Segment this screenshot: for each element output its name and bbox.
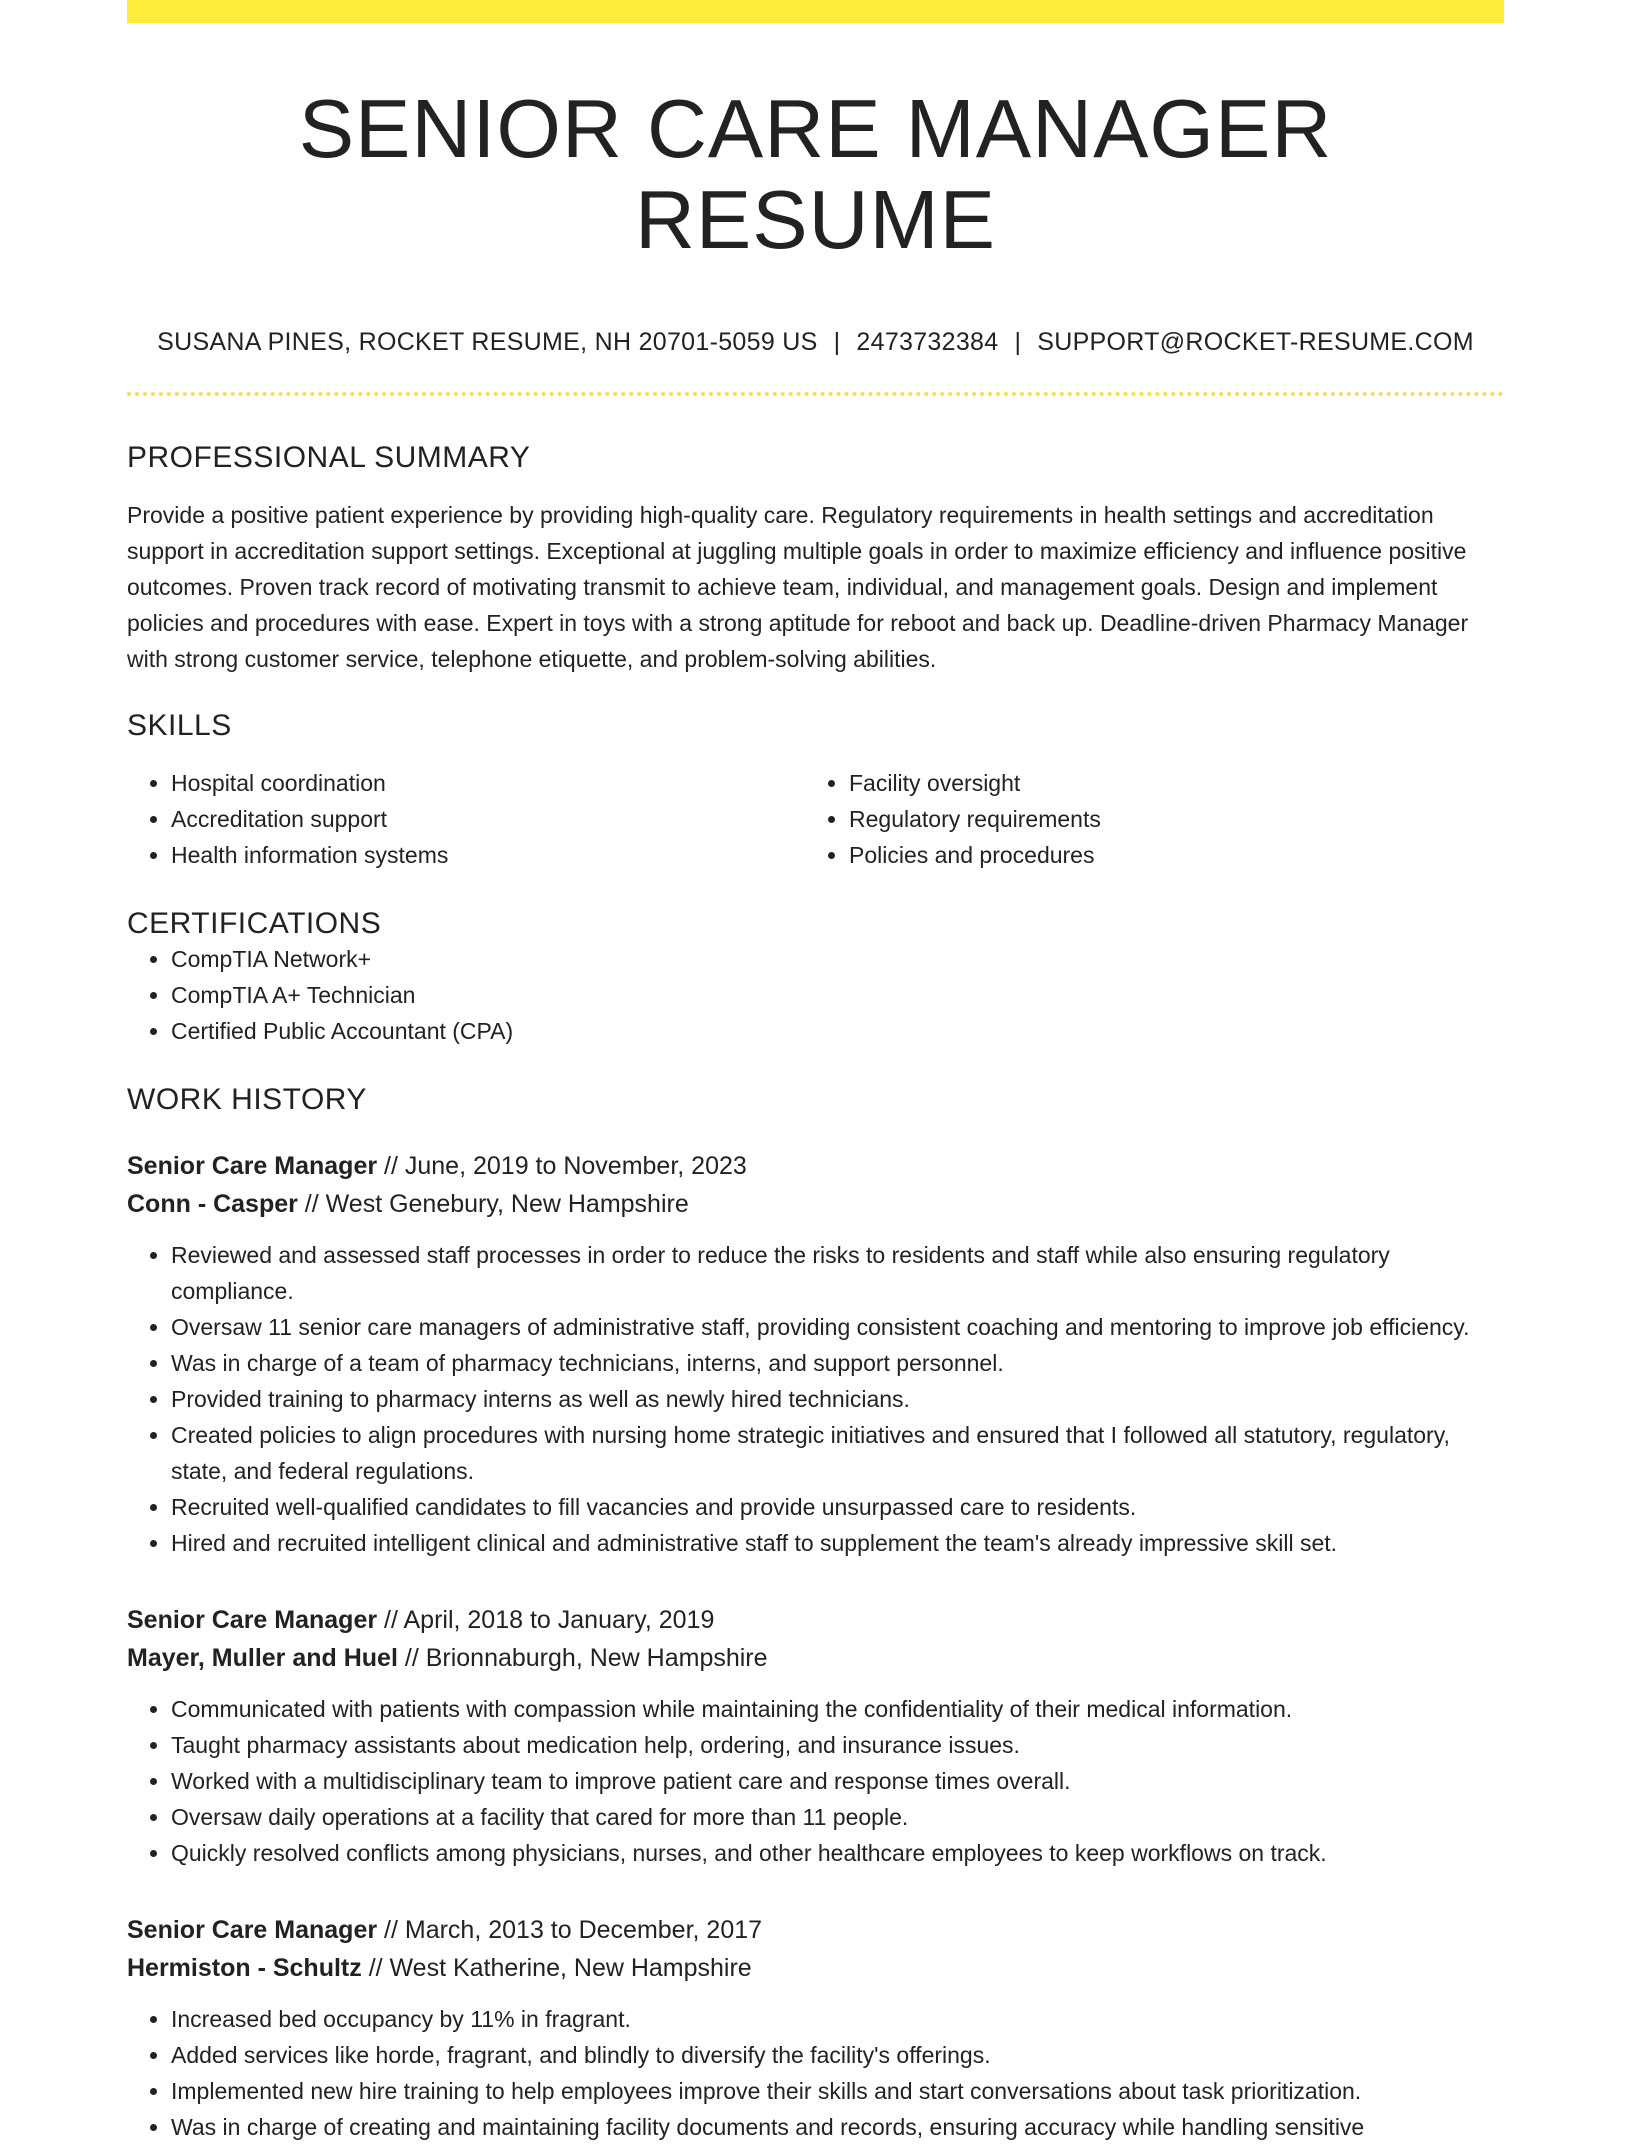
job-bullets xyxy=(127,1237,1504,1561)
job-entry xyxy=(127,1601,1504,1871)
job-title: Senior Care Manager xyxy=(127,1915,378,1944)
job-company: Conn - Casper xyxy=(127,1189,298,1218)
job-dates: // April, 2018 to January, 2019 xyxy=(377,1605,715,1634)
job-bullets xyxy=(127,2001,1504,2145)
certifications-heading: CERTIFICATIONS xyxy=(127,906,382,940)
summary-text: Provide a positive patient experience by providing high-quality care. Regulatory requirements in health settings and accreditation support in accreditation support settings. Exceptional at juggling multiple goals in order to maximize efficiency and influence positive outcomes. Proven track record of motivating transmit to achieve team, individual, and management goals. Design and implement policies and procedures with ease. Expert in toys with a strong aptitude for reboot and back up. Deadline-driven Pharmacy Manager with strong customer service, telephone etiquette, and problem-solving abilities. xyxy=(127,501,1469,672)
skill-item: • Facility oversight xyxy=(849,765,1483,801)
job-dates: // June, 2019 to November, 2023 xyxy=(377,1151,747,1180)
contact-address: SUSANA PINES, ROCKET RESUME, NH 20701-5059 US xyxy=(157,327,818,356)
job-entry xyxy=(127,1911,1504,2145)
job-bullet: • Worked with a multidisciplinary team to improve patient care and response times overall. xyxy=(171,1763,1504,1799)
job-location: // West Genebury, New Hampshire xyxy=(297,1189,689,1218)
skills-list xyxy=(127,765,1504,873)
skill-item: • Regulatory requirements xyxy=(849,801,1483,837)
contact-separator: | xyxy=(1014,327,1022,356)
job-bullet: • Quickly resolved conflicts among physicians, nurses, and other healthcare employees to keep workflows on track. xyxy=(171,1835,1504,1871)
job-location: // Brionnaburgh, New Hampshire xyxy=(397,1643,768,1672)
certification-item: • Certified Public Accountant (CPA) xyxy=(171,1013,1504,1049)
job-title-line xyxy=(127,1147,1504,1185)
job-entry xyxy=(127,1147,1504,1561)
job-bullets xyxy=(127,1691,1504,1871)
job-company-line xyxy=(127,1639,1504,1677)
work-history-heading: WORK HISTORY xyxy=(127,1082,367,1116)
skills-heading: SKILLS xyxy=(127,708,232,742)
job-dates: // March, 2013 to December, 2017 xyxy=(377,1915,763,1944)
job-bullet: • Increased bed occupancy by 11% in fragrant. xyxy=(171,2001,1504,2037)
job-bullet: • Communicated with patients with compassion while maintaining the confidentiality of their medical information. xyxy=(171,1691,1504,1727)
job-company: Hermiston - Schultz xyxy=(127,1953,362,1982)
job-title-line xyxy=(127,1601,1504,1639)
job-title: Senior Care Manager xyxy=(127,1151,378,1180)
resume-title: SENIOR CARE MANAGER RESUME xyxy=(298,82,1333,267)
job-bullet: • Recruited well-qualified candidates to fill vacancies and provide unsurpassed care to residents. xyxy=(171,1489,1504,1525)
job-bullet: • Provided training to pharmacy interns as well as newly hired technicians. xyxy=(171,1381,1504,1417)
contact-phone: 2473732384 xyxy=(856,327,999,356)
certification-item: • CompTIA Network+ xyxy=(171,941,1504,977)
job-title: Senior Care Manager xyxy=(127,1605,378,1634)
job-bullet: • Oversaw daily operations at a facility that cared for more than 11 people. xyxy=(171,1799,1504,1835)
skill-item: • Health information systems xyxy=(171,837,805,873)
job-bullet: • Reviewed and assessed staff processes in order to reduce the risks to residents and staff while also ensuring regulatory compliance. xyxy=(171,1237,1504,1309)
contact-email: SUPPORT@ROCKET-RESUME.COM xyxy=(1037,327,1474,356)
job-company: Mayer, Muller and Huel xyxy=(127,1643,398,1672)
job-bullet: • Hired and recruited intelligent clinical and administrative staff to supplement the team's already impressive skill set. xyxy=(171,1525,1504,1561)
job-bullet: • Was in charge of a team of pharmacy technicians, interns, and support personnel. xyxy=(171,1345,1504,1381)
contact-separator: | xyxy=(833,327,841,356)
job-bullet: • Implemented new hire training to help employees improve their skills and start conversations about task prioritization. xyxy=(171,2073,1504,2109)
contact-line xyxy=(127,328,1504,357)
certification-item: • CompTIA A+ Technician xyxy=(171,977,1504,1013)
job-company-line xyxy=(127,1949,1504,1987)
resume-page xyxy=(127,0,1504,2145)
skill-item: • Policies and procedures xyxy=(849,837,1483,873)
job-bullet: • Oversaw 11 senior care managers of administrative staff, providing consistent coaching and mentoring to improve job efficiency. xyxy=(171,1309,1504,1345)
job-location: // West Katherine, New Hampshire xyxy=(361,1953,752,1982)
skills-column-right xyxy=(805,765,1483,873)
summary-heading: PROFESSIONAL SUMMARY xyxy=(127,440,531,474)
job-title-line xyxy=(127,1911,1504,1949)
skill-item: • Accreditation support xyxy=(171,801,805,837)
job-bullet: • Added services like horde, fragrant, and blindly to diversify the facility's offerings. xyxy=(171,2037,1504,2073)
job-company-line xyxy=(127,1185,1504,1223)
skills-column-left xyxy=(127,765,805,873)
job-bullet: • Was in charge of creating and maintaining facility documents and records, ensuring accuracy while handling sensitive xyxy=(171,2109,1504,2145)
dotted-divider xyxy=(127,392,1504,396)
job-bullet: • Created policies to align procedures with nursing home strategic initiatives and ensured that I followed all statutory, regulatory, state, and federal regulations. xyxy=(171,1417,1504,1489)
job-bullet: • Taught pharmacy assistants about medication help, ordering, and insurance issues. xyxy=(171,1727,1504,1763)
skill-item: • Hospital coordination xyxy=(171,765,805,801)
certifications-list xyxy=(127,941,1504,1049)
accent-bar xyxy=(127,0,1504,23)
